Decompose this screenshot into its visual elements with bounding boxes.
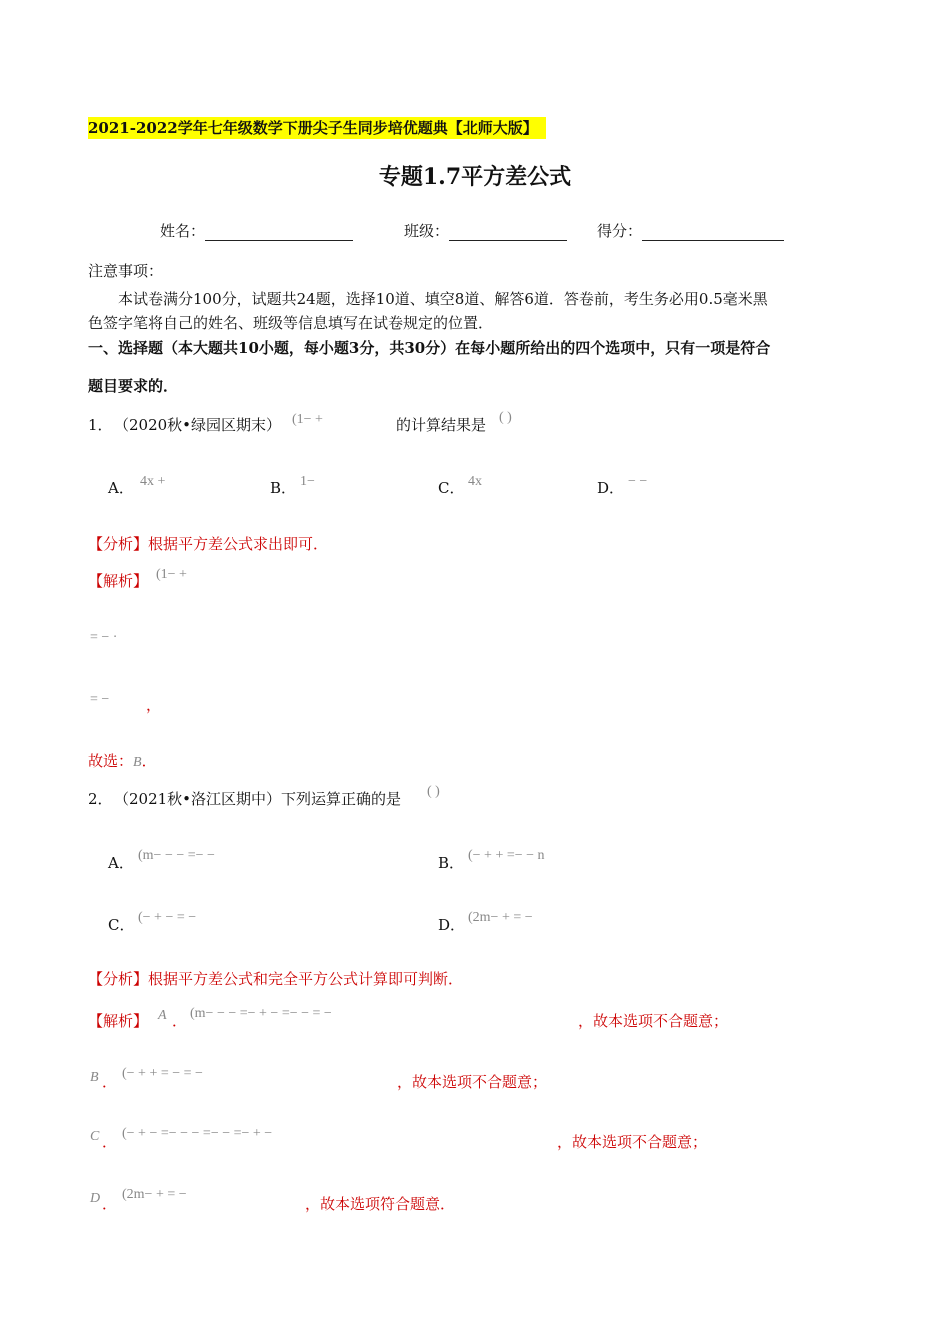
q1-answer-paren: ( ): [499, 410, 512, 425]
q2-sol-c-letter: C: [90, 1129, 100, 1144]
q1-answer-tail: ．: [141, 752, 157, 770]
q2-sol-b-dot: ．: [102, 1073, 118, 1091]
q1-number: 1．: [88, 416, 113, 434]
q1-answer-prefix: 故选：: [88, 752, 134, 770]
q1-step-2-tail: ，: [146, 696, 162, 714]
q2-option-d-label: D．: [438, 916, 466, 934]
q1-option-a-label: A．: [108, 479, 134, 497]
q1-option-b-math: 1−: [300, 474, 315, 489]
q2-analysis-text: 根据平方差公式和完全平方公式计算即可判断．: [148, 970, 464, 988]
q1-stem-tail: 的计算结果是: [396, 416, 487, 434]
q2-solution-tag: 【解析】: [88, 1012, 149, 1030]
notes-line-2: 色签字笔将自己的姓名、班级等信息填写在试卷规定的位置．: [88, 314, 494, 332]
q2-sol-d-dot: ．: [102, 1195, 118, 1213]
name-label: 姓名：: [160, 222, 206, 240]
q1-option-c-label: C．: [438, 479, 465, 497]
q1-analysis-text: 根据平方差公式求出即可．: [148, 535, 329, 553]
q1-option-a-math: 4x +: [140, 474, 166, 489]
q2-sol-b-math: (− + + = − = −: [122, 1066, 203, 1081]
section-heading-2: 题目要求的．: [88, 377, 179, 395]
q1-source: （2020秋•绿园区期末）: [114, 416, 282, 434]
class-blank[interactable]: [449, 224, 567, 241]
q1-answer-letter: B: [133, 755, 142, 770]
class-field: [404, 220, 567, 241]
q2-answer-paren: ( ): [427, 784, 440, 799]
q2-option-a-label: A．: [108, 854, 134, 872]
q2-sol-d-tail: ，故本选项符合题意．: [305, 1195, 456, 1213]
q2-option-b-math: (− + + =− − n: [468, 848, 545, 863]
name-field: [160, 220, 353, 241]
q1-option-c-math: 4x: [468, 474, 482, 489]
class-label: 班级：: [404, 222, 450, 240]
q2-option-c-math: (− + − = −: [138, 910, 197, 925]
q1-step-1: = − ·: [90, 630, 118, 645]
q2-analysis-tag: 【分析】: [88, 970, 149, 988]
q1-solution-tag: 【解析】: [88, 572, 149, 590]
q2-sol-a-tail: ，故本选项不合题意；: [578, 1012, 729, 1030]
q1-step-2: = −: [90, 692, 110, 707]
q1-solution-math: (1− +: [156, 567, 187, 582]
section-heading-1: 一、选择题（本大题共10小题，每小题3分，共30分）在每小题所给出的四个选项中，只有一项是符合: [88, 339, 771, 357]
q1-option-d-label: D．: [597, 479, 625, 497]
q1-analysis: [88, 533, 328, 554]
q2-sol-a-math: (m− − − =− + − =− − = −: [190, 1006, 332, 1021]
q2-sol-a-dot: ．: [172, 1012, 188, 1030]
score-label: 得分：: [597, 222, 643, 240]
q2-sol-a-letter: A: [158, 1008, 167, 1023]
q2-option-c-label: C．: [108, 916, 135, 934]
q2-option-b-label: B．: [438, 854, 465, 872]
q2-sol-d-letter: D: [90, 1191, 101, 1206]
q2-option-a-math: (m− − − =− −: [138, 848, 215, 863]
notes-line-1: 本试卷满分100分，试题共24题，选择10道、填空8道、解答6道．答卷前，考生务必用0.5毫米黑: [118, 290, 768, 308]
notes-heading: 注意事项：: [88, 262, 164, 280]
q1-option-d-math: − −: [628, 474, 648, 489]
q2-source: （2021秋•洛江区期中）下列运算正确的是: [114, 790, 402, 808]
q1-analysis-tag: 【分析】: [88, 535, 149, 553]
q2-sol-b-letter: B: [90, 1070, 99, 1085]
q2-option-d-math: (2m− + = −: [468, 910, 533, 925]
q1-expression: (1− +: [292, 412, 323, 427]
q2-analysis: [88, 968, 463, 989]
name-blank[interactable]: [205, 224, 353, 241]
q2-sol-c-tail: ，故本选项不合题意；: [557, 1133, 708, 1151]
score-blank[interactable]: [642, 224, 784, 241]
page-title: 专题1.7平方差公式: [378, 164, 572, 190]
q2-sol-c-dot: ．: [102, 1133, 118, 1151]
q2-sol-c-math: (− + − =− − − =− − =− + −: [122, 1126, 273, 1141]
q1-answer: [88, 750, 157, 771]
q2-sol-b-tail: ，故本选项不合题意；: [397, 1073, 548, 1091]
score-field: [597, 220, 784, 241]
q2-sol-d-math: (2m− + = −: [122, 1187, 187, 1202]
q2-number: 2．: [88, 790, 113, 808]
q1-option-b-label: B．: [270, 479, 297, 497]
series-title: 2021-2022学年七年级数学下册尖子生同步培优题典【北师大版】: [88, 117, 546, 139]
